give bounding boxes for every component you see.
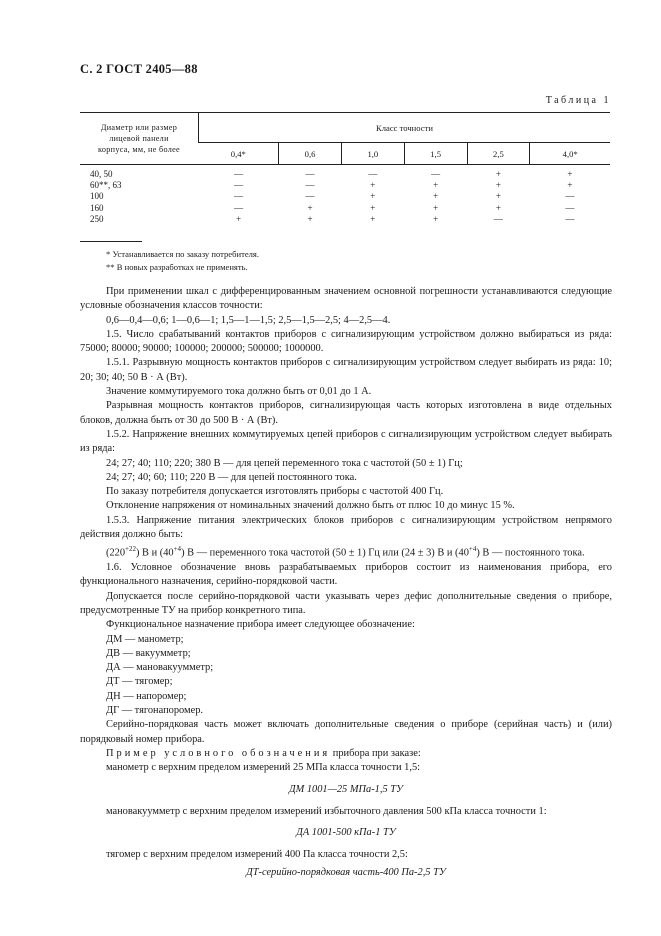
- table-cell: 160: [90, 202, 104, 213]
- list-item: ДА — мановакуумметр;: [106, 662, 214, 674]
- paragraph: 1.5.3. Напряжение питания электрических блоков приборов с сигнализирующим устройством непрямого действия должно быть:: [80, 514, 612, 541]
- list-item: ДМ — манометр;: [106, 633, 184, 645]
- list-item: ДН — напоромер;: [106, 690, 187, 702]
- table-cell: 60**, 63: [90, 180, 122, 191]
- table-cell: +: [433, 180, 439, 191]
- table-row: [80, 180, 610, 191]
- table-cell: +: [495, 169, 501, 179]
- paragraph: 0,6—0,4—0,6; 1—0,6—1; 1,5—1—1,5; 2,5—1,5—2,5; 4—2,5—4.: [106, 314, 391, 326]
- designation-example: ДТ-серийно-порядковая часть-400 Па-2,5 ТУ: [246, 866, 446, 878]
- table-cell: +: [495, 191, 501, 202]
- table-cell: —: [565, 213, 575, 224]
- table-cell: +: [495, 202, 501, 213]
- diameter-header: Диаметр или размер лицевой панели корпуса, мм, не более: [80, 113, 199, 165]
- table-label: Таблица 1: [545, 95, 611, 106]
- list-item: ДГ — тягонапоромер.: [106, 705, 204, 717]
- body-text: [80, 285, 612, 888]
- table-cell: —: [368, 169, 378, 179]
- paragraph: Функциональное назначение прибора имеет следующее обозначение:: [106, 619, 415, 631]
- table-cell: —: [565, 202, 575, 213]
- paragraph: 1.5. Число срабатываний контактов приборов с сигнализирующим устройством должно выбираться из ряда: 75000; 80000; 90000; 100000; 200000; 500000; 1000000.: [80, 328, 612, 355]
- paragraph: 1.5.1. Разрывную мощность контактов приборов с сигнализирующим устройством следует выбирать из ряда: 10; 20; 30; 40; 50 В · А (Вт).: [80, 357, 612, 383]
- table-row: [80, 165, 610, 181]
- table-cell: +: [495, 180, 501, 191]
- table-cell: —: [305, 169, 315, 179]
- table-cell: —: [431, 169, 441, 179]
- paragraph: мановакуумметр с верхним пределом измерений избыточного давления 500 кПа класса точности 1:: [106, 805, 547, 817]
- table-cell: 40, 50: [90, 169, 113, 179]
- footnote: ** В новых разработках не применять.: [106, 262, 248, 272]
- paragraph: 24; 27; 40; 110; 220; 380 В — для цепей переменного тока с частотой (50 ± 1) Гц;: [106, 457, 463, 469]
- table-cell: +: [370, 213, 376, 224]
- table-cell: —: [234, 180, 244, 191]
- class-col: 1,5: [404, 143, 467, 165]
- table-row: [80, 214, 610, 225]
- table-row: [80, 203, 610, 214]
- table-cell: —: [234, 202, 244, 213]
- table-cell: —: [305, 180, 315, 191]
- paragraph: тягомер с верхним пределом измерений 400 Па класса точности 2,5:: [106, 849, 408, 861]
- paragraph: 24; 27; 40; 60; 110; 220 В — для цепей постоянного тока.: [106, 471, 357, 483]
- list-item: ДТ — тягомер;: [106, 676, 173, 688]
- table-cell: +: [307, 213, 313, 224]
- table-cell: —: [493, 213, 503, 224]
- table-cell: —: [234, 169, 244, 179]
- table-cell: —: [565, 191, 575, 202]
- table-cell: +: [370, 180, 376, 191]
- paragraph: Разрывная мощность контактов приборов, сигнализирующая часть которых изготовлена в виде отдельных блоков, должна быть от 30 до 500 В · А (Вт).: [80, 400, 612, 426]
- class-header: Класс точности: [199, 113, 611, 143]
- table-cell: +: [370, 202, 376, 213]
- footnote-divider: [80, 241, 142, 242]
- table-row: [80, 191, 610, 202]
- paragraph: При применении шкал с дифференцированным значением основной погрешности устанавливаются следующие условные обозначения классов точности:: [80, 286, 612, 312]
- paragraph: Допускается после серийно-порядковой части указывать через дефис дополнительные сведения о приборе, предусмотренные ТУ на прибор конкретного типа.: [80, 590, 612, 616]
- paragraph: Серийно-порядковая часть может включать дополнительные сведения о приборе (серийная часть) и (или) порядковый номер прибора.: [80, 719, 612, 745]
- paragraph: 1.5.2. Напряжение внешних коммутируемых цепей приборов с сигнализирующим устройством следует выбирать из ряда:: [80, 428, 612, 455]
- table-cell: —: [305, 191, 315, 202]
- paragraph: манометр с верхним пределом измерений 25 МПа класса точности 1,5:: [106, 762, 421, 774]
- table-cell: +: [567, 180, 573, 191]
- table-cell: 250: [90, 213, 104, 224]
- voltage-formula-paragraph: $(220^{+22})$ В и $(40^{+4})$ В — переменного тока частотой (50 ± 1) Гц или (24 ± 3) В и $(40^{+4})$ В — постоянного тока.: [106, 545, 585, 559]
- class-col: 4,0*: [530, 143, 610, 165]
- table-cell: +: [433, 213, 439, 224]
- example-heading: Пример условного обозначения прибора при заказе:: [106, 747, 421, 759]
- accuracy-class-table: [80, 112, 610, 225]
- table-cell: —: [234, 191, 244, 202]
- class-col: 2,5: [467, 143, 530, 165]
- class-col: 1,0: [341, 143, 404, 165]
- table-cell: +: [370, 191, 376, 202]
- designation-example: ДА 1001-500 кПа-1 ТУ: [296, 827, 396, 839]
- table-cell: +: [307, 202, 313, 213]
- class-col: 0,6: [279, 143, 342, 165]
- table-cell: +: [433, 191, 439, 202]
- table-body: [80, 165, 610, 226]
- table-cell: +: [433, 202, 439, 213]
- page-header: С. 2 ГОСТ 2405—88: [80, 62, 198, 76]
- paragraph: Значение коммутируемого тока должно быть от 0,01 до 1 А.: [106, 386, 372, 398]
- designation-example: ДМ 1001—25 МПа-1,5 ТУ: [288, 783, 404, 795]
- list-item: ДВ — вакуумметр;: [106, 647, 191, 659]
- table-cell: 100: [90, 191, 104, 202]
- class-col: 0,4*: [199, 143, 279, 165]
- paragraph: Отклонение напряжения от номинальных значений должно быть от плюс 10 до минус 15 %.: [106, 500, 515, 512]
- paragraph: 1.6. Условное обозначение вновь разрабатываемых приборов состоит из наименования прибора, его функционального назначения, серийно-порядковой части.: [80, 562, 612, 588]
- table-cell: +: [567, 169, 573, 179]
- paragraph: По заказу потребителя допускается изготовлять приборы с частотой 400 Гц.: [106, 486, 444, 498]
- table-cell: +: [236, 213, 242, 224]
- footnote: * Устанавливается по заказу потребителя.: [106, 249, 260, 259]
